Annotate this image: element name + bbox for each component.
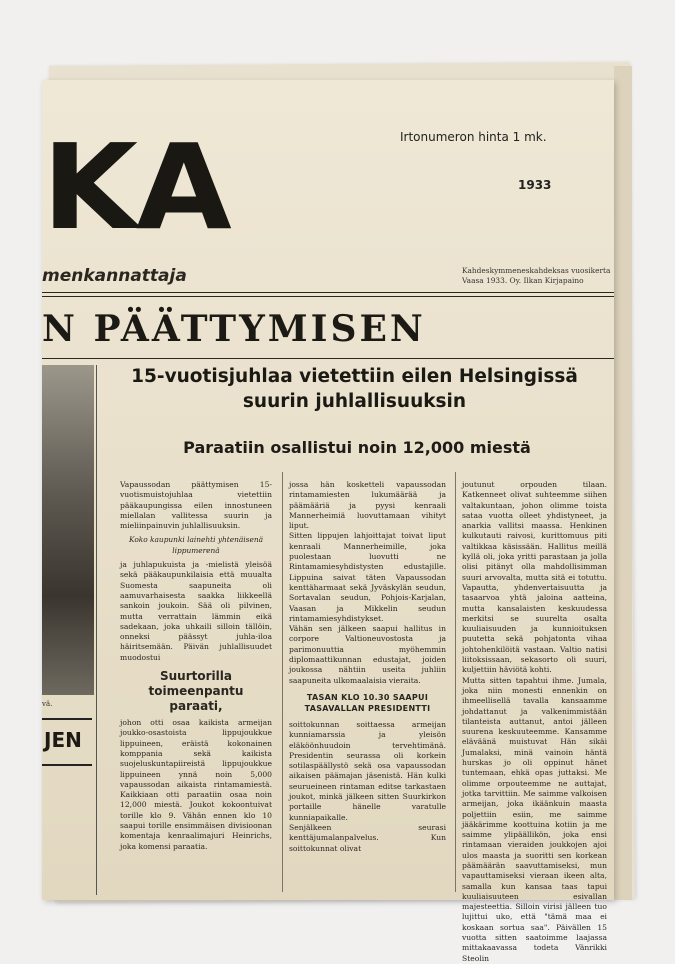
photo-column-rule [96, 365, 97, 895]
newspaper-page [42, 80, 614, 963]
price-line: Irtonumeron hinta 1 mk. [400, 130, 547, 144]
side-headline-fragment: JEN [44, 728, 82, 752]
paragraph: joutunut orpouden tilaan. Katkenneet olivat suhteemme siihen valtakuntaan, johon olimme toista sataa vuotta olleet yhdistyneet, ja anarkia vallitsi maassa. Henkinen kulkutauti raivosi, kurittomuus piti valtikkaa käsissään. Hallitus meillä kyllä oli, joka yritti parastaan ja jolla olisi pitänyt olla mahdollisimman suuri arvovalta, mutta sitä ei totuttu. Vapautta, yhdenvertaisuutta ja tasaarvoa yhtä jaloina aatteina, mutta kansalaisten keskuudessa merkitsi se suurelta osalta kuuliaisuuden ja kunnioituksen puutetta sekä pohjatonta vihaa johtohenkilöitä vastaan. Valtio natisi liitoksissaan, sekasorto oli suuri, kuljettiin häviötä kohti. [462, 480, 607, 675]
paragraph: Senjälkeen seurasi kenttäjumalanpalvelus. Kun soittokunnat olivat [289, 822, 446, 853]
paragraph: Vapaussodan päättymisen 15-vuotismuistojuhlaa vietettiin pääkaupungissa eilen innostuneen miellalan vallitessa suurin ja mieliinpainuvin juhlallisuuksin. [120, 480, 272, 531]
year-label: 1933 [518, 178, 552, 192]
inline-caption: Koko kaupunki lainehti yhtenäisenä lippumerenä [129, 535, 263, 555]
article-column-3 [462, 480, 607, 964]
paragraph: ja juhlapukuista ja -mielistä yleisöä sekä pääkaupunkilaisia että muualta Suomesta saapuneita oli aamuvarhaisesta saakka liikkeellä sankoin joukoin. Sää oli pilvinen, mutta verrattain lämmin eikä sadekaan, joka uhkaili silloin tällöin, onneksi päässyt juhla-iloa häiritsemään. Päivän juhlallisuudet muodostui [120, 560, 272, 662]
publication-meta [462, 266, 612, 286]
sub-headline: Paraatiin osallistui noin 12,000 miestä [183, 438, 531, 457]
paragraph: soittokunnan soittaessa armeijan kunniamarssia ja yleisön eläköönhuudoin tervehtimänä. Presidentin seurassa oli korkein sotilaspäällystö sekä osa vapaussodan aikaisen päämajan jäsenistä. Hän kulki seurueineen rintaman editse tarkastaen joukot, minkä jälkeen sitten Suurkirkon portaille hänelle varatulle kunniapaikalle. [289, 719, 446, 822]
meta-line-2: Vaasa 1933. Oy. Ilkan Kirjapaino [462, 276, 584, 285]
section-subhead: TASAN KLO 10.30 SAAPUI TASAVALLAN PRESIDENTTI [304, 692, 431, 713]
photo-caption: vä. [42, 700, 53, 708]
paragraph: Mutta sitten tapahtui ihme. Jumala, joka niin monesti ennenkin on ihmeellisellä tavalla kansaamme johdattanut ja valkenimmistään tilanteista auttanut, antoi jälleen suurena keskuuteemme. Kansamme eläväänä muistuvat Hän sikäi Jumalaksi, minä vainoin häntä hurskas jo oli oppinut hänet tuntemaan, ehkä opas juttaksi. Me olimme orpouteemme ne auttajat, jotka tarvittiin. Me saimme valkoisen armeijan, joka ikäänkuin maasta poljettiin esiin, me saimme jääkärimme koottuina kotiin ja me saimme ylipäällikön, joka ensi rintamaan vieraiden joukkojen ajoi ulos maasta ja suoritti sen korkean päämäärän saavuttamiseksi, mun vapauttamiseksi vieraan ikeen alta, samalla kun kansaa taas tapui kuuliaisuuteen esivallan majesteettia. Silloin virisi jälleen tuo lujittui uko, että "tämä maa ei koskaan sortua saa". Päivällen 15 vuotta sitten saatoimme laajassa mittakaavassa todeta Vänrikki Steolin [462, 675, 607, 963]
masthead-rule-second [42, 296, 614, 297]
column-rule-2 [455, 472, 456, 892]
article-column-1 [120, 480, 272, 852]
paragraph: Vähän sen jälkeen saapui hallitus in corpore Valtioneuvostosta ja parimonuuttia myöhemmin diplomaattikunnan edustajat, joiden joukossa nähtiin useita juhliin saapuneita ulkomaalaisia vieraita. [289, 624, 446, 685]
masthead-tagline: menkannattaja [42, 266, 187, 286]
masthead-rule [42, 292, 614, 293]
article-column-2 [289, 480, 446, 854]
section-subhead: Suurtorilla toimeenpantu paraati, [148, 669, 244, 714]
banner-headline: N PÄÄTTYMISEN [42, 308, 426, 350]
meta-line-1: Kahdeskymmeneskahdeksas vuosikerta [462, 266, 611, 275]
main-headline: 15-vuotisjuhlaa vietettiin eilen Helsingissä suurin juhlallisuuksin [131, 366, 578, 412]
paragraph: Sitten lippujen lahjoittajat toivat liput kenraali Mannerheimille, joka puolestaan luovutti ne Rintamamiesyhdistysten edustajille. Lippuina saivat täten Vapaussodan kenttäharmaat sekä Jyväskylän seudun, Sortavalan seudun, Pohjois-Karjalan, Vaasan ja Mikkelin seudun rintamamiesyhdistykset. [289, 531, 446, 623]
paragraph: johon otti osaa kaikista armeijan joukko-osastoista lippujoukkue lippuineen, eräistä kokonainen komppania sekä kaikista suojeluskuntapiireistä lippujoukkue lippuineen ynnä noin 5,000 vapaussodan aikaista rintamamiestä. Kaikkiaan otti paraatiin osaa noin 12,000 miestä. Joukot kokoontuivat torille klo 9. Vähän ennen klo 10 saapui torille ensimmäisen divisioonan komentaja kenraalimajuri Heinrichs, joka komensi paraatia. [120, 718, 272, 851]
banner-rule [42, 358, 614, 359]
column-rule-1 [282, 472, 283, 892]
masthead-title: KA [42, 118, 230, 256]
paragraph: jossa hän kosketteli vapaussodan rintamamiesten lukumäärää ja päämääriä ja pyysi kenraali Mannerheimiä luovuttamaan vihityt liput. [289, 480, 446, 531]
page-edge [614, 66, 632, 900]
news-photo [42, 365, 94, 695]
